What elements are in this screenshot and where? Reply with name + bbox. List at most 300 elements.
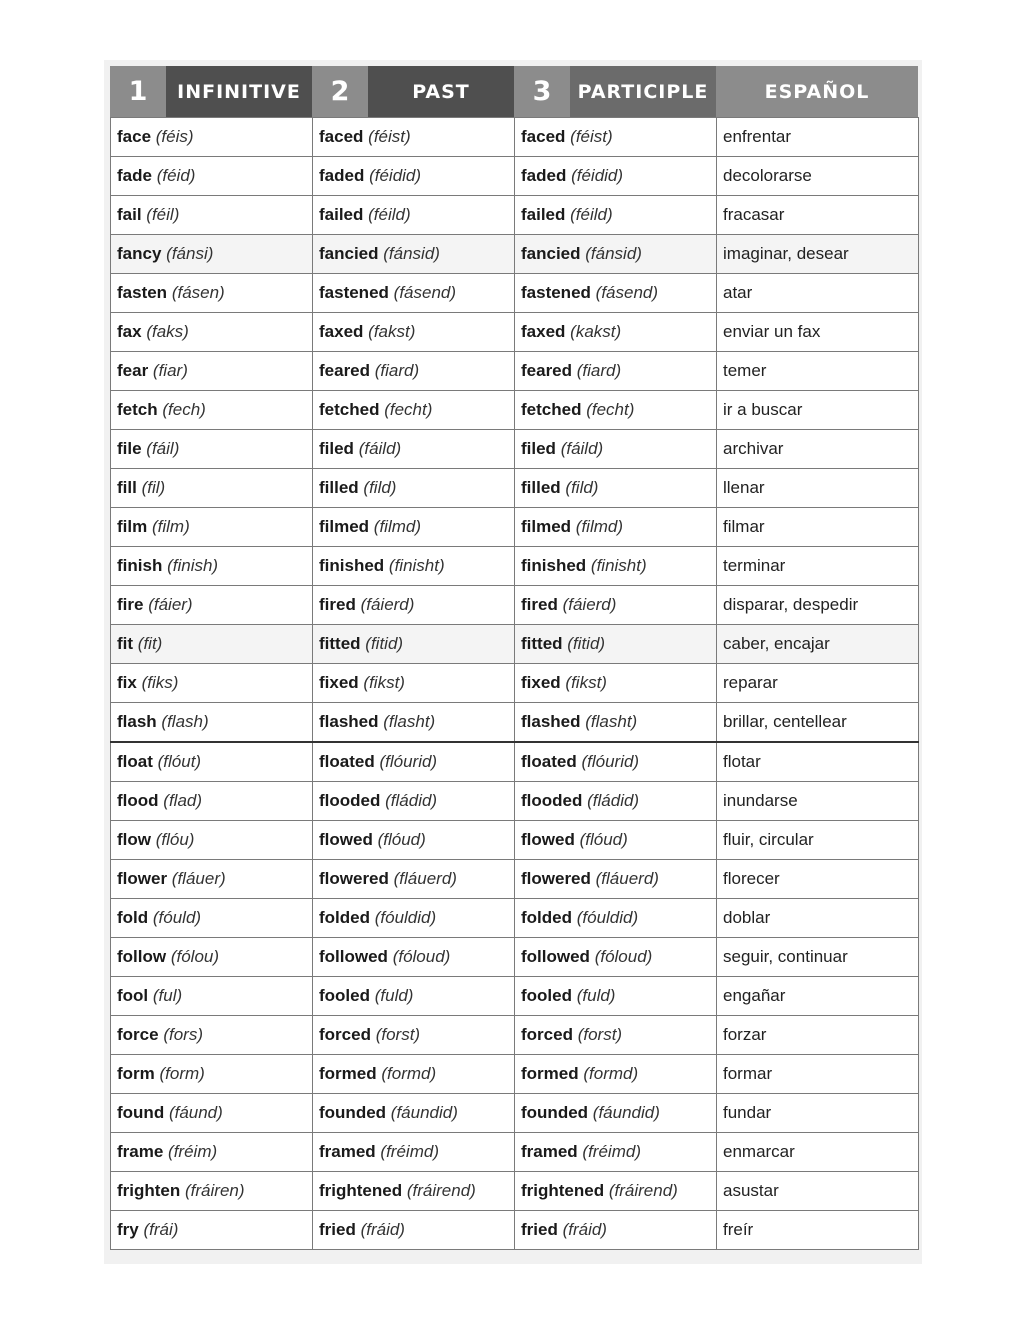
cell-past [313, 1094, 515, 1133]
cell-past [313, 1016, 515, 1055]
participle-verb: flowed [521, 830, 575, 849]
infinitive-pronunciation: (fiar) [152, 361, 188, 380]
infinitive-verb: frame [117, 1142, 164, 1161]
cell-espanol: freír [717, 1211, 919, 1250]
participle-pronunciation: (fánsid) [585, 244, 642, 263]
cell-espanol: filmar [717, 508, 919, 547]
cell-espanol: caber, encajar [717, 625, 919, 664]
past-verb: flowered [319, 869, 389, 888]
past-pronunciation: (fild) [363, 478, 397, 497]
infinitive-pronunciation: (fiks) [141, 673, 179, 692]
table-row [111, 938, 919, 977]
cell-infinitive [111, 235, 313, 274]
infinitive-verb: fax [117, 322, 142, 341]
table-row [111, 899, 919, 938]
table-row [111, 391, 919, 430]
participle-verb: faced [521, 127, 566, 146]
table-row [111, 274, 919, 313]
cell-past [313, 469, 515, 508]
verb-table-sheet [110, 66, 918, 1250]
infinitive-verb: fool [117, 986, 149, 1005]
past-verb: feared [319, 361, 371, 380]
participle-pronunciation: (féild) [570, 205, 613, 224]
header-infinitive [110, 66, 312, 117]
cell-infinitive [111, 391, 313, 430]
past-verb: formed [319, 1064, 377, 1083]
past-pronunciation: (féild) [368, 205, 411, 224]
infinitive-pronunciation: (fáil) [146, 439, 180, 458]
past-verb: folded [319, 908, 370, 927]
cell-espanol: forzar [717, 1016, 919, 1055]
participle-pronunciation: (flóurid) [581, 752, 640, 771]
participle-verb: flowered [521, 869, 591, 888]
cell-participle [515, 274, 717, 313]
cell-past [313, 821, 515, 860]
infinitive-pronunciation: (fit) [137, 634, 163, 653]
participle-verb: flooded [521, 791, 583, 810]
cell-past [313, 313, 515, 352]
past-pronunciation: (finisht) [388, 556, 445, 575]
past-pronunciation: (fráid) [360, 1220, 405, 1239]
cell-past [313, 664, 515, 703]
infinitive-pronunciation: (féis) [155, 127, 194, 146]
infinitive-verb: fear [117, 361, 149, 380]
infinitive-pronunciation: (faks) [146, 322, 189, 341]
participle-verb: founded [521, 1103, 589, 1122]
cell-espanol: enfrentar [717, 118, 919, 157]
cell-espanol: disparar, despedir [717, 586, 919, 625]
participle-pronunciation: (fikst) [565, 673, 607, 692]
cell-infinitive [111, 860, 313, 899]
infinitive-verb: finish [117, 556, 163, 575]
participle-pronunciation: (fásend) [595, 283, 659, 302]
past-pronunciation: (fánsid) [383, 244, 440, 263]
participle-verb: finished [521, 556, 587, 575]
past-pronunciation: (fráirend) [406, 1181, 476, 1200]
past-verb: fancied [319, 244, 379, 263]
header-number-3: 3 [514, 66, 570, 117]
past-verb: fired [319, 595, 356, 614]
past-pronunciation: (flóud) [377, 830, 426, 849]
past-pronunciation: (fláuerd) [393, 869, 457, 888]
participle-pronunciation: (formd) [583, 1064, 639, 1083]
cell-espanol: enmarcar [717, 1133, 919, 1172]
cell-infinitive [111, 625, 313, 664]
cell-infinitive [111, 742, 313, 782]
cell-participle [515, 547, 717, 586]
cell-espanol: engañar [717, 977, 919, 1016]
cell-past [313, 1211, 515, 1250]
cell-past [313, 274, 515, 313]
cell-past [313, 508, 515, 547]
past-pronunciation: (flóurid) [379, 752, 438, 771]
past-pronunciation: (féist) [368, 127, 411, 146]
infinitive-verb: float [117, 752, 153, 771]
infinitive-verb: fancy [117, 244, 162, 263]
past-pronunciation: (fáild) [358, 439, 402, 458]
table-row [111, 196, 919, 235]
cell-espanol: llenar [717, 469, 919, 508]
participle-verb: fried [521, 1220, 558, 1239]
infinitive-verb: follow [117, 947, 167, 966]
infinitive-pronunciation: (fóuld) [152, 908, 202, 927]
infinitive-verb: fade [117, 166, 152, 185]
past-verb: filmed [319, 517, 370, 536]
cell-participle [515, 703, 717, 743]
infinitive-verb: fill [117, 478, 137, 497]
infinitive-pronunciation: (flóut) [157, 752, 202, 771]
cell-infinitive [111, 703, 313, 743]
table-row [111, 1133, 919, 1172]
table-row [111, 547, 919, 586]
table-row [111, 157, 919, 196]
header-number-1: 1 [110, 66, 166, 117]
infinitive-pronunciation: (fáund) [168, 1103, 223, 1122]
past-pronunciation: (fecht) [384, 400, 433, 419]
table-row [111, 860, 919, 899]
header-espanol [716, 66, 918, 117]
cell-participle [515, 860, 717, 899]
participle-pronunciation: (féist) [570, 127, 613, 146]
cell-past [313, 977, 515, 1016]
participle-pronunciation: (fáundid) [592, 1103, 660, 1122]
cell-espanol: inundarse [717, 782, 919, 821]
verb-table-body [111, 118, 919, 1250]
cell-participle [515, 625, 717, 664]
participle-verb: floated [521, 752, 577, 771]
cell-past [313, 703, 515, 743]
past-pronunciation: (filmd) [373, 517, 422, 536]
participle-pronunciation: (filmd) [575, 517, 624, 536]
infinitive-pronunciation: (flóu) [155, 830, 195, 849]
table-row [111, 430, 919, 469]
past-pronunciation: (forst) [375, 1025, 421, 1044]
cell-infinitive [111, 1055, 313, 1094]
infinitive-verb: found [117, 1103, 165, 1122]
infinitive-pronunciation: (finish) [167, 556, 219, 575]
cell-participle [515, 469, 717, 508]
past-verb: frightened [319, 1181, 403, 1200]
infinitive-pronunciation: (fláuer) [171, 869, 226, 888]
past-verb: finished [319, 556, 385, 575]
participle-verb: fitted [521, 634, 563, 653]
infinitive-verb: force [117, 1025, 159, 1044]
cell-participle [515, 196, 717, 235]
cell-espanol: imaginar, desear [717, 235, 919, 274]
table-row [111, 625, 919, 664]
table-row [111, 1211, 919, 1250]
past-verb: faced [319, 127, 364, 146]
cell-espanol: doblar [717, 899, 919, 938]
infinitive-pronunciation: (fors) [163, 1025, 203, 1044]
infinitive-pronunciation: (fánsi) [166, 244, 214, 263]
past-verb: faded [319, 166, 365, 185]
participle-verb: fooled [521, 986, 572, 1005]
infinitive-verb: fit [117, 634, 134, 653]
cell-infinitive [111, 586, 313, 625]
participle-pronunciation: (fiard) [576, 361, 622, 380]
cell-participle [515, 1016, 717, 1055]
cell-espanol: fracasar [717, 196, 919, 235]
cell-infinitive [111, 274, 313, 313]
cell-espanol: ir a buscar [717, 391, 919, 430]
cell-infinitive [111, 899, 313, 938]
past-verb: framed [319, 1142, 376, 1161]
past-verb: failed [319, 205, 364, 224]
participle-verb: fixed [521, 673, 561, 692]
infinitive-pronunciation: (fech) [162, 400, 206, 419]
participle-pronunciation: (fládid) [587, 791, 640, 810]
past-verb: faxed [319, 322, 364, 341]
past-verb: followed [319, 947, 388, 966]
table-row [111, 742, 919, 782]
past-verb: fastened [319, 283, 389, 302]
table-row [111, 821, 919, 860]
cell-infinitive [111, 1133, 313, 1172]
past-verb: filed [319, 439, 354, 458]
participle-pronunciation: (flóud) [579, 830, 628, 849]
past-verb: fitted [319, 634, 361, 653]
past-verb: founded [319, 1103, 387, 1122]
past-verb: forced [319, 1025, 371, 1044]
table-row [111, 313, 919, 352]
past-verb: fried [319, 1220, 356, 1239]
cell-participle [515, 157, 717, 196]
infinitive-verb: frighten [117, 1181, 181, 1200]
participle-pronunciation: (fráirend) [608, 1181, 678, 1200]
cell-espanol: enviar un fax [717, 313, 919, 352]
infinitive-verb: form [117, 1064, 155, 1083]
cell-past [313, 430, 515, 469]
cell-past [313, 118, 515, 157]
cell-participle [515, 508, 717, 547]
participle-verb: formed [521, 1064, 579, 1083]
header-past [312, 66, 514, 117]
cell-participle [515, 1055, 717, 1094]
cell-infinitive [111, 469, 313, 508]
infinitive-pronunciation: (féil) [146, 205, 180, 224]
cell-infinitive [111, 313, 313, 352]
infinitive-verb: file [117, 439, 142, 458]
cell-infinitive [111, 977, 313, 1016]
cell-infinitive [111, 821, 313, 860]
cell-infinitive [111, 157, 313, 196]
cell-infinitive [111, 1094, 313, 1133]
participle-pronunciation: (fáierd) [562, 595, 617, 614]
participle-pronunciation: (fóuldid) [576, 908, 639, 927]
cell-participle [515, 1211, 717, 1250]
header-label-past: PAST [368, 66, 514, 117]
table-row [111, 235, 919, 274]
infinitive-verb: fail [117, 205, 142, 224]
infinitive-pronunciation: (fólou) [170, 947, 220, 966]
past-verb: floated [319, 752, 375, 771]
participle-verb: filled [521, 478, 561, 497]
cell-past [313, 196, 515, 235]
cell-participle [515, 782, 717, 821]
cell-participle [515, 1094, 717, 1133]
infinitive-pronunciation: (form) [159, 1064, 205, 1083]
participle-pronunciation: (fláuerd) [595, 869, 659, 888]
participle-pronunciation: (fild) [565, 478, 599, 497]
past-verb: fooled [319, 986, 370, 1005]
participle-verb: frightened [521, 1181, 605, 1200]
cell-participle [515, 352, 717, 391]
infinitive-verb: fire [117, 595, 144, 614]
participle-pronunciation: (féidid) [571, 166, 624, 185]
infinitive-verb: flash [117, 712, 157, 731]
cell-infinitive [111, 547, 313, 586]
table-row [111, 1094, 919, 1133]
table-row [111, 469, 919, 508]
infinitive-pronunciation: (fáier) [148, 595, 193, 614]
infinitive-verb: face [117, 127, 152, 146]
past-verb: flowed [319, 830, 373, 849]
cell-participle [515, 821, 717, 860]
cell-espanol: formar [717, 1055, 919, 1094]
participle-verb: fetched [521, 400, 582, 419]
cell-participle [515, 235, 717, 274]
cell-participle [515, 313, 717, 352]
infinitive-verb: flower [117, 869, 168, 888]
past-verb: fixed [319, 673, 359, 692]
table-row [111, 664, 919, 703]
cell-participle [515, 742, 717, 782]
cell-past [313, 742, 515, 782]
past-pronunciation: (fikst) [363, 673, 405, 692]
past-verb: flashed [319, 712, 379, 731]
past-pronunciation: (fakst) [368, 322, 416, 341]
participle-verb: filmed [521, 517, 572, 536]
table-row [111, 118, 919, 157]
participle-verb: fired [521, 595, 558, 614]
cell-participle [515, 977, 717, 1016]
past-verb: filled [319, 478, 359, 497]
infinitive-verb: fasten [117, 283, 168, 302]
participle-pronunciation: (fitid) [567, 634, 606, 653]
cell-past [313, 1133, 515, 1172]
participle-verb: folded [521, 908, 572, 927]
cell-espanol: fundar [717, 1094, 919, 1133]
cell-infinitive [111, 118, 313, 157]
cell-past [313, 938, 515, 977]
past-pronunciation: (fládid) [385, 791, 438, 810]
cell-participle [515, 118, 717, 157]
cell-infinitive [111, 1016, 313, 1055]
table-row [111, 977, 919, 1016]
infinitive-verb: fry [117, 1220, 139, 1239]
cell-past [313, 782, 515, 821]
cell-participle [515, 586, 717, 625]
cell-past [313, 1055, 515, 1094]
infinitive-pronunciation: (fráiren) [185, 1181, 245, 1200]
participle-pronunciation: (flasht) [585, 712, 638, 731]
participle-verb: filed [521, 439, 556, 458]
cell-past [313, 625, 515, 664]
participle-verb: flashed [521, 712, 581, 731]
table-row [111, 703, 919, 743]
participle-pronunciation: (fecht) [586, 400, 635, 419]
cell-past [313, 1172, 515, 1211]
cell-past [313, 391, 515, 430]
cell-espanol: reparar [717, 664, 919, 703]
participle-verb: forced [521, 1025, 573, 1044]
past-pronunciation: (fuld) [374, 986, 414, 1005]
cell-infinitive [111, 1172, 313, 1211]
cell-infinitive [111, 352, 313, 391]
participle-verb: fastened [521, 283, 591, 302]
header-label-espanol: ESPAÑOL [716, 66, 918, 117]
past-pronunciation: (fásend) [393, 283, 457, 302]
cell-past [313, 586, 515, 625]
table-row [111, 1016, 919, 1055]
table-row [111, 508, 919, 547]
participle-pronunciation: (fráid) [562, 1220, 607, 1239]
cell-past [313, 547, 515, 586]
cell-infinitive [111, 508, 313, 547]
past-pronunciation: (formd) [381, 1064, 437, 1083]
infinitive-pronunciation: (fil) [141, 478, 166, 497]
cell-infinitive [111, 1211, 313, 1250]
past-pronunciation: (fiard) [374, 361, 420, 380]
cell-espanol: florecer [717, 860, 919, 899]
infinitive-verb: fix [117, 673, 137, 692]
participle-verb: followed [521, 947, 590, 966]
cell-espanol: decolorarse [717, 157, 919, 196]
cell-participle [515, 391, 717, 430]
past-pronunciation: (fréimd) [380, 1142, 439, 1161]
cell-espanol: asustar [717, 1172, 919, 1211]
cell-infinitive [111, 938, 313, 977]
past-verb: fetched [319, 400, 380, 419]
infinitive-pronunciation: (flash) [161, 712, 209, 731]
infinitive-verb: fold [117, 908, 149, 927]
cell-infinitive [111, 430, 313, 469]
cell-past [313, 157, 515, 196]
participle-pronunciation: (fréimd) [582, 1142, 641, 1161]
cell-participle [515, 1172, 717, 1211]
cell-participle [515, 938, 717, 977]
header-number-2: 2 [312, 66, 368, 117]
table-row [111, 586, 919, 625]
infinitive-pronunciation: (féid) [156, 166, 196, 185]
cell-past [313, 860, 515, 899]
past-pronunciation: (fóloud) [392, 947, 451, 966]
participle-pronunciation: (fuld) [576, 986, 616, 1005]
infinitive-pronunciation: (fréim) [168, 1142, 218, 1161]
cell-espanol: flotar [717, 742, 919, 782]
cell-infinitive [111, 664, 313, 703]
cell-espanol: temer [717, 352, 919, 391]
table-row [111, 782, 919, 821]
participle-verb: faded [521, 166, 567, 185]
cell-infinitive [111, 196, 313, 235]
table-row [111, 1055, 919, 1094]
table-header [110, 66, 918, 117]
participle-pronunciation: (forst) [577, 1025, 623, 1044]
participle-pronunciation: (fóloud) [594, 947, 653, 966]
table-row [111, 1172, 919, 1211]
infinitive-verb: flow [117, 830, 151, 849]
infinitive-pronunciation: (ful) [152, 986, 183, 1005]
cell-espanol: archivar [717, 430, 919, 469]
cell-participle [515, 1133, 717, 1172]
verb-table [110, 117, 919, 1250]
infinitive-pronunciation: (film) [151, 517, 190, 536]
past-pronunciation: (fáierd) [360, 595, 415, 614]
infinitive-pronunciation: (fásen) [171, 283, 225, 302]
participle-verb: faxed [521, 322, 566, 341]
